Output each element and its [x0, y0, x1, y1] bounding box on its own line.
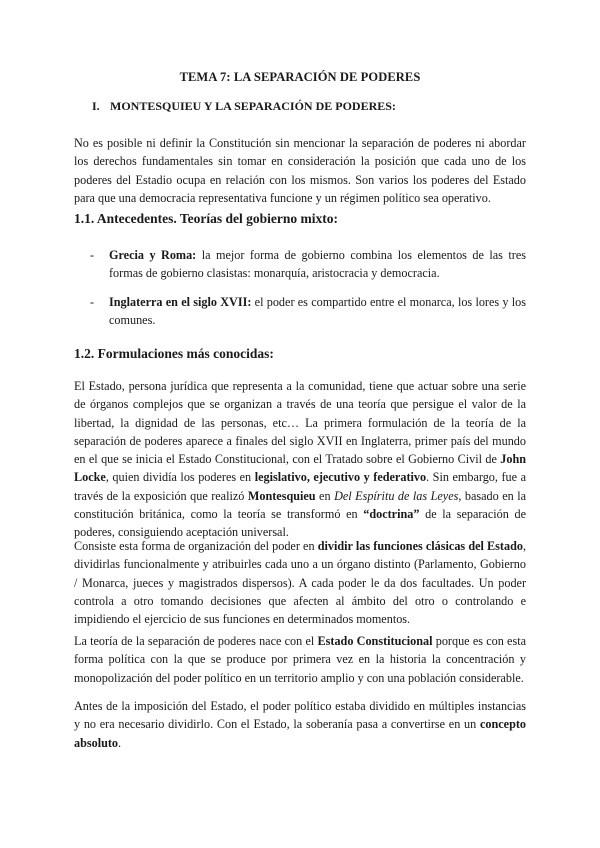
- text-run: Antes de la imposición del Estado, el poder político estaba dividido en múltiples instancias y no era necesario dividirlo. Con el Estado, la soberanía pasa a convertirse en un: [74, 699, 526, 732]
- section-number: I.: [92, 99, 100, 113]
- section-heading: [92, 99, 396, 114]
- paragraph-constitutional: [74, 632, 526, 687]
- text-run: , basado en la constitución británica, como la teoría se transformó en: [74, 488, 526, 522]
- section-label: MONTESQUIEU Y LA SEPARACIÓN DE PODERES:: [110, 99, 396, 113]
- text-run: en: [315, 488, 335, 503]
- subheading-antecedentes: 1.1. Antecedentes. Teorías del gobierno mixto:: [74, 211, 338, 226]
- bullet-body: la mejor forma de gobierno combina los elementos de las tres formas de gobierno clasistas: monarquía, aristocracia y democracia.: [109, 248, 527, 281]
- paragraph-origins: [74, 377, 526, 542]
- bullet-bold: Inglaterra en el siglo XVII:: [109, 295, 252, 309]
- bold-run: legislativo, ejecutivo y federativo: [254, 470, 427, 485]
- bullet-text: [109, 293, 526, 330]
- text-run: El Estado, persona jurídica que representa a la comunidad, tiene que actuar sobre una serie de órganos complejos que se organizan a través de una teoría que persigue el valor de la libertad, la dignidad de las personas, etc… La primera formulación de la teoría de la separación de poderes aparece a finales del siglo XVII en Inglaterra, primer país del mundo en el que se inicia el Estado Constitucional, con el Tratado sobre el Gobierno Civil de: [74, 379, 526, 467]
- subheading-formulaciones: 1.2. Formulaciones más conocidas:: [74, 346, 274, 361]
- bullet-body: el poder es compartido entre el monarca, los lores y los comunes.: [109, 295, 526, 328]
- text-run: , dividirlas funcionalmente y atribuirles cada uno a un órgano distinto (Parlamento, Gobierno / Monarca, jueces y magistrados dispersos). A cada poder le da dos facultades. Un poder controla a otro tomando decisiones que afecten al ámbito del otro o controlando e impidiendo el ejercicio de sus funciones en determinados momentos.: [74, 539, 526, 627]
- text-run: . Sin embargo, fue a través de la exposición que realizó: [74, 470, 526, 503]
- paragraph-sovereignty: [74, 697, 526, 752]
- bullet-dash: -: [90, 295, 95, 309]
- bold-run: “doctrina”: [363, 507, 420, 522]
- text-run: Consiste esta forma de organización del poder en: [74, 539, 318, 553]
- intro-paragraph: No es posible ni definir la Constitución sin mencionar la separación de poderes ni abordar los derechos fundamentales sin tomar en consideración la posición que cada uno de los poderes del Estadio ocupa en relación con los mismos. Son varios los poderes del Estado para que una democracia representativa funcione y un régimen político sea operativo.: [74, 136, 526, 205]
- bold-run: dividir las funciones clásicas del Estado: [317, 539, 523, 553]
- bold-run: Montesquieu: [247, 488, 316, 503]
- text-run: de la separación de poderes, consiguiendo aceptación universal.: [74, 507, 526, 540]
- bold-run: concepto absoluto: [74, 717, 526, 750]
- bullet-dash: -: [90, 248, 95, 262]
- italic-run: Del Espíritu de las Leyes: [334, 488, 459, 503]
- page-title: TEMA 7: LA SEPARACIÓN DE PODERES: [179, 70, 421, 84]
- text-run: .: [118, 735, 122, 750]
- bullet-bold: Grecia y Roma:: [109, 248, 197, 262]
- bullet-text: [109, 246, 526, 283]
- text-run: , quien dividía los poderes en: [105, 470, 255, 485]
- bold-run: Estado Constitucional: [317, 634, 433, 648]
- paragraph-organization: [74, 537, 526, 628]
- text-run: porque es con esta forma política con la que se produce por primera vez en la historia la concentración y monopolización del poder político en un territorio amplio y con una población considerable.: [74, 634, 526, 685]
- text-run: La teoría de la separación de poderes nace con el: [74, 634, 318, 648]
- bold-run: John Locke: [74, 452, 526, 485]
